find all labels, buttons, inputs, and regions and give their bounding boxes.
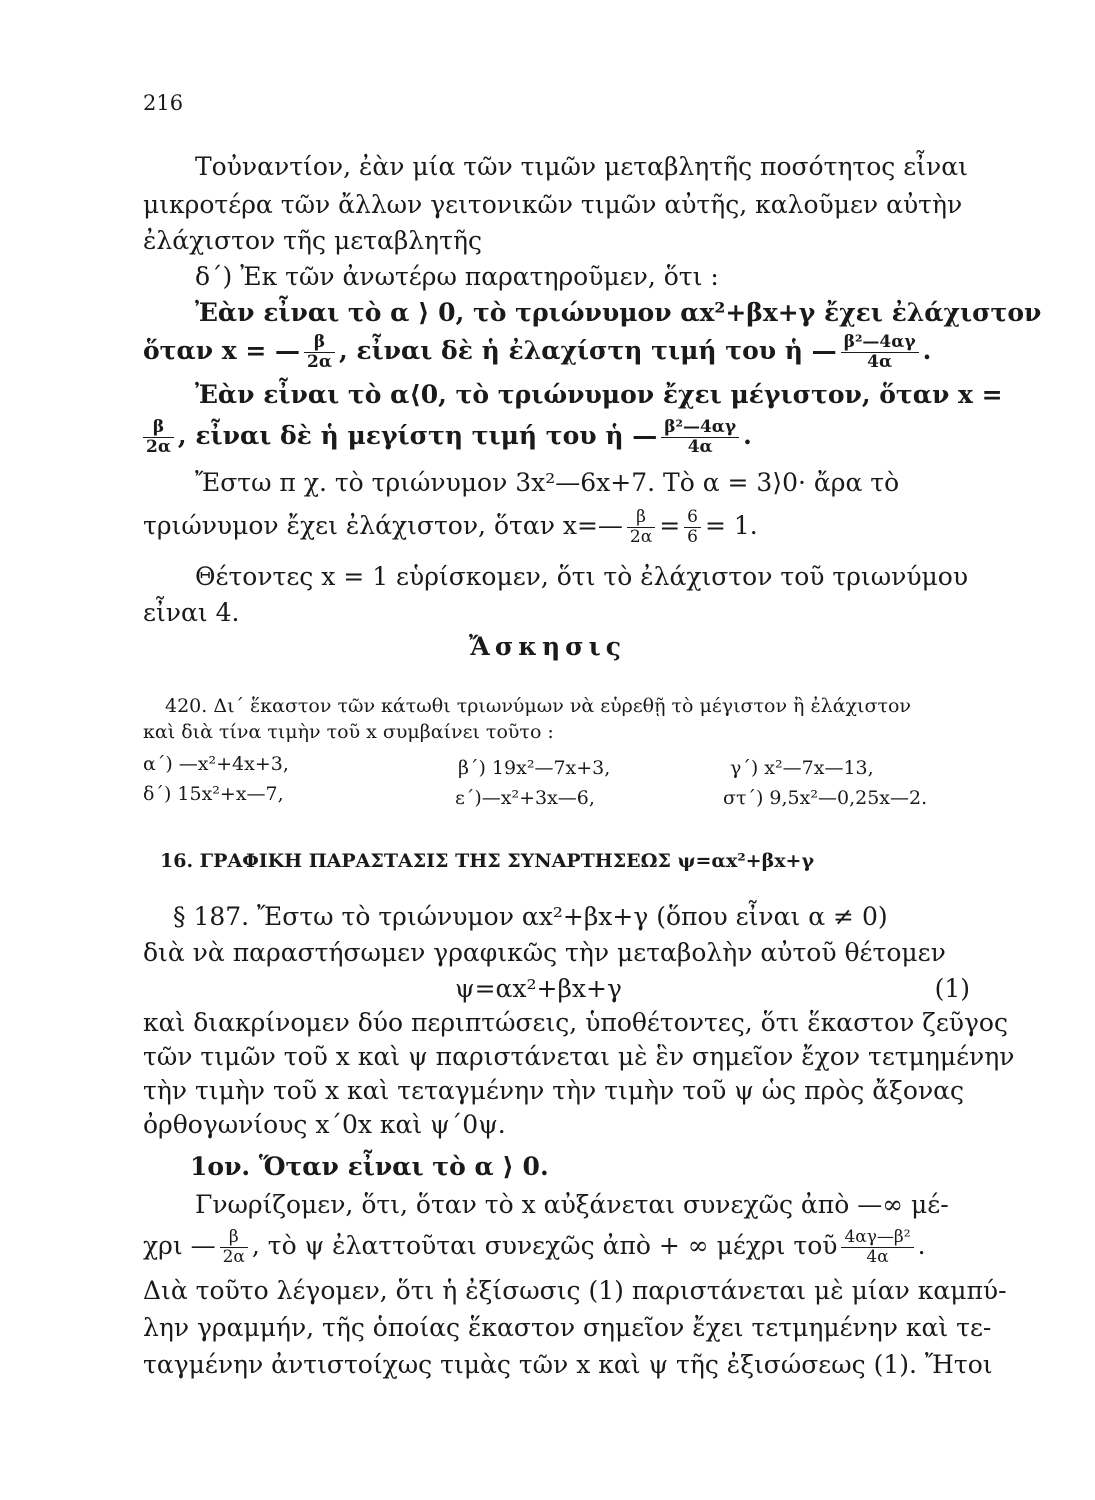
exercise-item: α΄) —x²+4x+3, (143, 753, 289, 775)
exercise-item: β΄) 19x²—7x+3, (458, 757, 611, 779)
case-line: ταγμένην ἀντιστοίχως τιμὰς τῶν x καὶ ψ τῆς ἐξισώσεως (1). Ἤτοι (143, 1350, 993, 1379)
example-line: Ἔστω π χ. τὸ τριώνυμον 3x²—6x+7. Τὸ α = 3⟩0· ἄρα τὸ (195, 468, 900, 497)
rule-min-condition: ὅταν x = — $\frac{\beta}{2\alpha}$ , εἶναι δὲ ἡ ἐλαχίστη τιμή του ἡ — $\frac{\text{β²—4αγ}}{4\alpha}$ . (143, 332, 932, 372)
paragraph-line: Τοὐναντίον, ἐὰν μία τῶν τιμῶν μεταβλητῆς ποσότητος εἶναι (195, 152, 968, 181)
exercise-item: στ΄) 9,5x²—0,25x—2. (723, 787, 928, 809)
fraction: $\frac{6}{6}$ (684, 508, 701, 547)
text: , εἶναι δὲ ἡ μεγίστη τιμή του ἡ — (177, 421, 658, 450)
case-line: Διὰ τοῦτο λέγομεν, ὅτι ἡ ἐξίσωσις (1) παριστάνεται μὲ μίαν καμπύ- (143, 1276, 1007, 1305)
s187-line: § 187. Ἔστω τὸ τριώνυμον αx²+βx+γ (ὅπου εἶναι α ≠ 0) (173, 902, 888, 931)
case-line: λην γραμμήν, τῆς ὁποίας ἕκαστον σημεῖον ἔχει τετμημένην καὶ τε- (143, 1313, 992, 1342)
s187-line: τῶν τιμῶν τοῦ x καὶ ψ παριστάνεται μὲ ἓν σημεῖον ἔχον τετμημένην (143, 1042, 1015, 1071)
section-heading: 16. ΓΡΑΦΙΚΗ ΠΑΡΑΣΤΑΣΙΣ ΤΗΣ ΣΥΝΑΡΤΗΣΕΩΣ ψ=αx²+βx+γ (160, 850, 815, 872)
page-number: 216 (143, 91, 184, 115)
rule-min-line: Ἐὰν εἶναι τὸ α ⟩ 0, τὸ τριώνυμον αx²+βx+γ ἔχει ἐλάχιστον (195, 298, 1042, 327)
formula: ψ=αx²+βx+γ (455, 974, 622, 1003)
paragraph-line: ἐλάχιστον τῆς μεταβλητῆς (143, 226, 482, 255)
exercise-heading: Ἄσκησις (469, 632, 626, 661)
paragraph-line: δ΄) Ἐκ τῶν ἀνωτέρω παρατηροῦμεν, ὅτι : (195, 262, 719, 291)
exercise-item: δ΄) 15x²+x—7, (143, 783, 284, 805)
fraction: $\frac{\text{β²—4αγ}}{4\alpha}$ (841, 333, 919, 372)
example-line: εἶναι 4. (143, 598, 240, 627)
text: ὅταν x = — (143, 336, 301, 365)
fraction: $\frac{\beta}{2\alpha}$ (143, 418, 174, 457)
exercise-item: γ΄) x²—7x—13, (730, 757, 874, 779)
rule-max-condition: $\frac{\beta}{2\alpha}$ , εἶναι δὲ ἡ μεγίστη τιμή του ἡ — $\frac{\text{β²—4αγ}}{4\alpha}$ . (143, 418, 752, 457)
fraction: $\frac{\beta}{2\alpha}$ (627, 508, 655, 547)
formula-number: (1) (934, 974, 970, 1003)
fraction: $\frac{\text{β²—4αγ}}{4\alpha}$ (661, 418, 739, 457)
paragraph-line: μικροτέρα τῶν ἄλλων γειτονικῶν τιμῶν αὐτῆς, καλοῦμεν αὐτὴν (143, 190, 963, 219)
case-line: Γνωρίζομεν, ὅτι, ὅταν τὸ x αὐξάνεται συνεχῶς ἀπὸ —∞ μέ- (195, 1190, 949, 1219)
example-line: Θέτοντες x = 1 εὑρίσκομεν, ὅτι τὸ ἐλάχιστον τοῦ τριωνύμου (195, 562, 969, 591)
exercise-item: ε΄)—x²+3x—6, (455, 787, 595, 809)
example-line: τριώνυμον ἔχει ἐλάχιστον, ὅταν x=— $\frac{\beta}{2\alpha}$ = $\frac{6}{6}$ = 1. (143, 507, 758, 547)
s187-line: ὀρθογωνίους x΄0x καὶ ψ΄0ψ. (143, 1110, 506, 1139)
case-heading: 1ον. Ὅταν εἶναι τὸ α ⟩ 0. (190, 1152, 549, 1181)
s187-line: διὰ νὰ παραστήσωμεν γραφικῶς τὴν μεταβολὴν αὐτοῦ θέτομεν (143, 938, 946, 967)
fraction: $\frac{\text{4αγ—β²}}{4\alpha}$ (841, 1228, 913, 1267)
case-line: χρι — $\frac{\beta}{2\alpha}$ , τὸ ψ ἐλαττοῦται συνεχῶς ἀπὸ + ∞ μέχρι τοῦ $\frac{\text{4αγ—β²}}{4\alpha}$ . (143, 1227, 926, 1267)
exercise-line: 420. Δι΄ ἕκαστον τῶν κάτωθι τριωνύμων νὰ εὑρεθῇ τὸ μέγιστον ἢ ἐλάχιστον (165, 695, 911, 717)
rule-max-line: Ἐὰν εἶναι τὸ α⟨0, τὸ τριώνυμον ἔχει μέγιστον, ὅταν x = (195, 380, 1003, 409)
s187-line: τὴν τιμὴν τοῦ x καὶ τεταγμένην τὴν τιμὴν τοῦ ψ ὡς πρὸς ἄξονας (143, 1076, 965, 1105)
s187-line: καὶ διακρίνομεν δύο περιπτώσεις, ὑποθέτοντες, ὅτι ἕκαστον ζεῦγος (143, 1008, 1008, 1037)
exercise-line: καὶ διὰ τίνα τιμὴν τοῦ x συμβαίνει τοῦτο : (143, 721, 554, 743)
fraction: $\frac{\beta}{2\alpha}$ (304, 333, 335, 372)
fraction: $\frac{\beta}{2\alpha}$ (220, 1228, 248, 1267)
text: , εἶναι δὲ ἡ ἐλαχίστη τιμή του ἡ — (338, 336, 837, 365)
